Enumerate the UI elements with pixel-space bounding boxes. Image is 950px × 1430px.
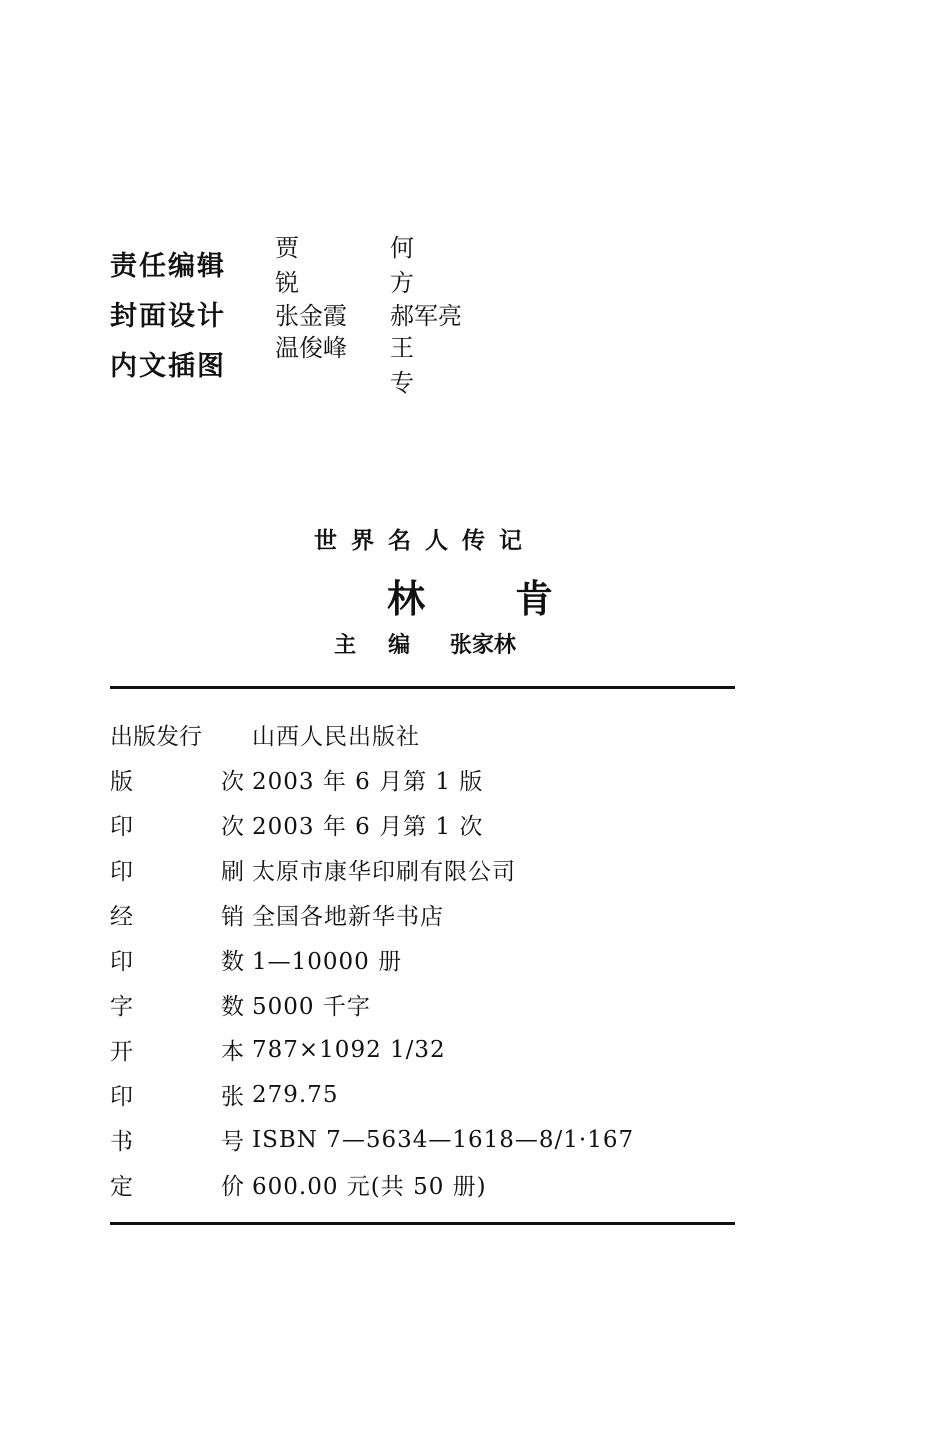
credit-name: 王 专 [390,334,440,397]
info-row [110,802,634,847]
credit-row [110,234,505,297]
info-label-char: 书 [110,1129,133,1155]
credit-role: 内文插图 [110,350,226,382]
info-row [110,847,634,892]
info-label-char: 次 [221,814,244,840]
info-label [110,1168,252,1201]
info-label-char: 本 [221,1039,244,1065]
info-row [110,757,634,802]
credit-role: 封面设计 [110,300,226,332]
info-label [110,808,252,841]
bottom-divider [110,1222,735,1225]
info-value: 5000 千字 [252,994,371,1020]
credit-name: 张金霞 [275,301,347,330]
chief-editor [0,628,850,659]
info-label-char: 张 [221,1084,244,1110]
credit-name: 郝军亮 [390,301,462,330]
credit-names [275,228,505,298]
info-label-char: 号 [221,1129,244,1155]
credit-name: 温俊峰 [275,334,347,362]
credit-role: 责任编辑 [110,250,226,282]
info-value: 600.00 元(共 50 册) [252,1174,487,1200]
editor-role: 主编 [334,632,443,658]
info-value: 2003 年 6 月第 1 版 [252,769,484,795]
info-row [110,937,634,982]
info-row [110,1072,634,1117]
info-label-char: 印 [110,1084,133,1110]
info-label-char: 销 [221,904,244,930]
info-row [110,1117,634,1162]
info-label [110,853,252,886]
info-label [110,1078,252,1111]
info-label-char: 印 [110,949,133,975]
info-row [110,712,634,757]
series-title: 世界名人传记 [314,527,536,554]
info-row [110,982,634,1027]
info-row [110,1027,634,1072]
info-row [110,892,634,937]
info-label [110,763,252,796]
info-label-char: 价 [221,1174,244,1200]
credits-block [110,234,505,397]
top-divider [110,686,735,689]
credit-name: 贾 锐 [275,234,325,297]
info-label-char: 数 [221,949,244,975]
info-value: 1—10000 册 [252,949,403,975]
info-label-char: 数 [221,994,244,1020]
info-row [110,1162,634,1207]
editor-name: 张家林 [449,632,516,658]
info-label [110,988,252,1021]
info-label-char: 印 [110,859,133,885]
credit-names [275,296,505,331]
info-label-char: 版 [110,769,133,795]
info-value: 279.75 [252,1081,339,1108]
info-label: 出版发行 [110,724,202,750]
book-title: 林肯 [386,576,643,621]
info-label-char: 开 [110,1039,133,1065]
info-value: ISBN 7—5634—1618—8/1·167 [252,1126,635,1153]
credit-name: 何 方 [390,234,440,297]
info-value: 787×1092 1/32 [252,1036,446,1063]
info-value: 全国各地新华书店 [252,904,444,930]
info-value: 2003 年 6 月第 1 次 [252,814,484,840]
credit-row [110,334,505,397]
info-label [110,1033,252,1066]
info-label-char: 字 [110,994,133,1020]
publication-info [110,712,634,1207]
info-label [110,1123,252,1156]
credit-names [275,328,505,398]
info-label-char: 定 [110,1174,133,1200]
info-label-char: 经 [110,904,133,930]
info-value: 山西人民出版社 [252,724,420,750]
info-label-char: 印 [110,814,133,840]
info-value: 太原市康华印刷有限公司 [252,859,516,885]
info-label [110,898,252,931]
info-label [110,943,252,976]
info-label-char: 次 [221,769,244,795]
info-label-char: 刷 [221,859,244,885]
